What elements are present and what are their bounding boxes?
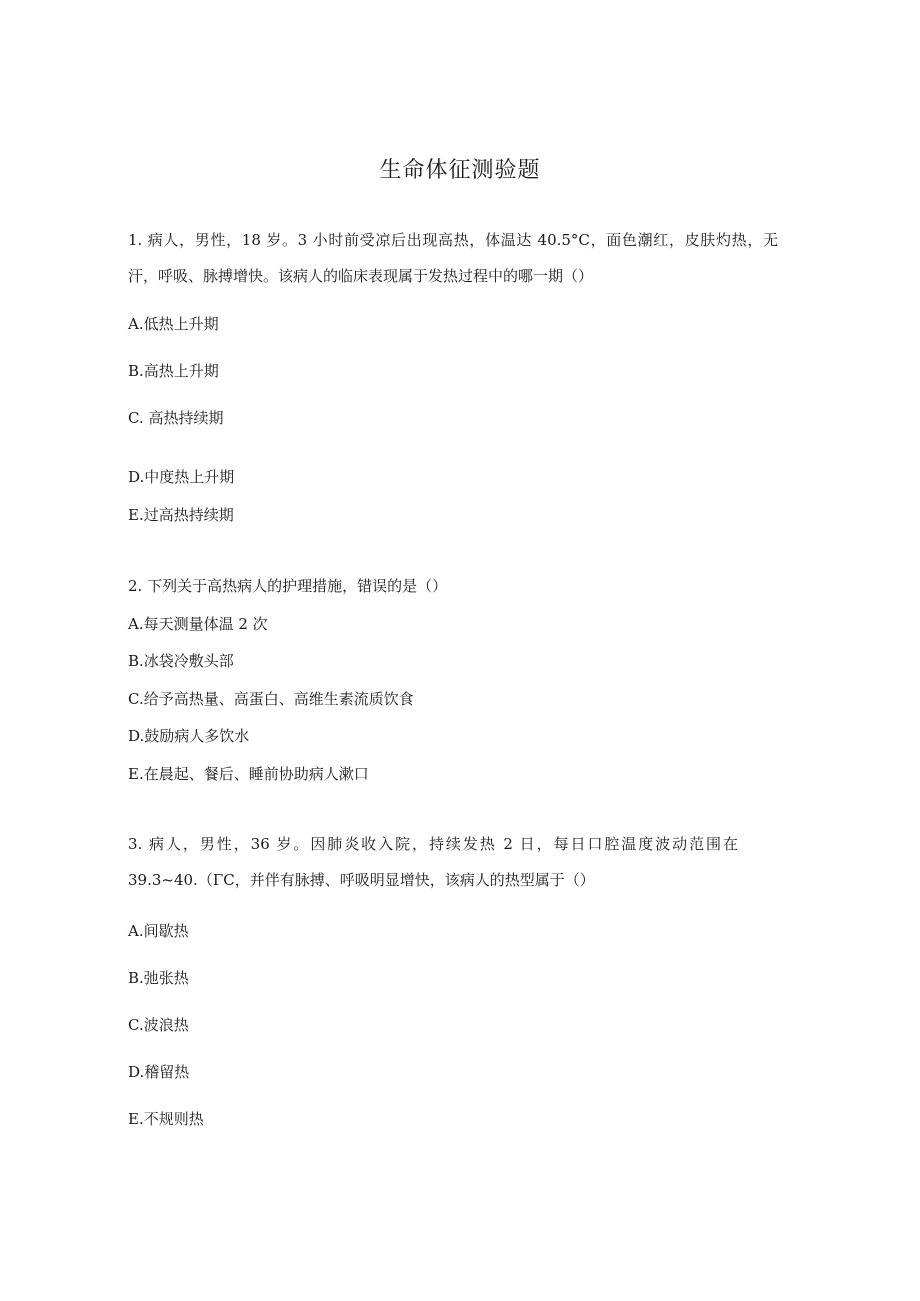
question-2-option-d: D.鼓励病人多饮水: [128, 727, 250, 745]
page-title: 生命体征测验题: [379, 158, 541, 183]
question-3-option-c: C.波浪热: [128, 1016, 189, 1034]
question-1-option-e: E.过高热持续期: [128, 506, 234, 524]
question-1-option-c: C. 高热持续期: [128, 409, 224, 427]
question-1-option-d: D.中度热上升期: [128, 468, 235, 486]
question-2-option-c: C.给予高热量、高蛋白、高维生素流质饮食: [128, 690, 414, 708]
question-1-option-b: B.高热上升期: [128, 362, 219, 380]
question-3-stem: 3. 病人，男性，36 岁。因肺炎收入院，持续发热 2 日，每日口腔温度波动范围在 39.3~40.（ΓC，并伴有脉搏、呼吸明显增快，该病人的热型属于（）: [128, 835, 738, 889]
question-3-option-b: B.弛张热: [128, 969, 189, 987]
question-2-option-b: B.冰袋冷敷头部: [128, 652, 234, 670]
question-3-option-d: D.稽留热: [128, 1063, 190, 1081]
question-3-option-a: A.间歇热: [128, 922, 189, 940]
question-2-stem: 2. 下列关于高热病人的护理措施，错误的是（）: [128, 577, 448, 595]
question-2-option-e: E.在晨起、餐后、睡前协助病人漱口: [128, 765, 369, 783]
question-3-option-e: E.不规则热: [128, 1110, 204, 1128]
question-2-option-a: A.每天测量体温 2 次: [128, 615, 268, 633]
question-1-option-a: A.低热上升期: [128, 315, 219, 333]
question-1-stem: 1. 病人，男性，18 岁。3 小时前受凉后出现高热，体温达 40.5°C，面色潮红，皮肤灼热，无汗，呼吸、脉搏增快。该病人的临床表现属于发热过程中的哪一期（）: [128, 231, 778, 285]
